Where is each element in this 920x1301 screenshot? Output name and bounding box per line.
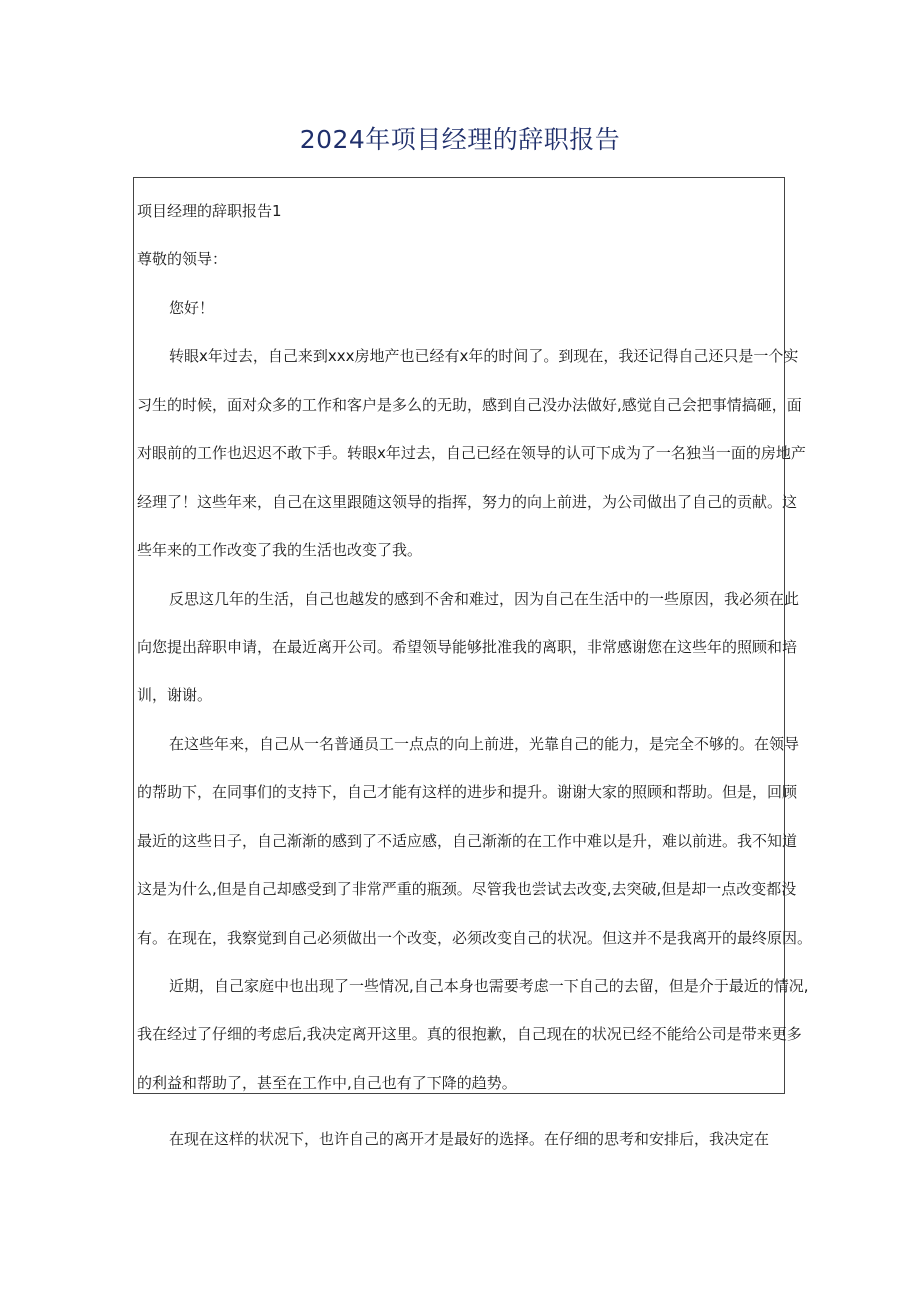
- paragraph-3-line-1: 在这些年来，自己从一名普通员工一点点的向上前进，光靠自己的能力，是完全不够的。在领导: [169, 735, 800, 753]
- paragraph-4-line-2: 我在经过了仔细的考虑后,我决定离开这里。真的很抱歉，自己现在的状况已经不能给公司是带来更多: [137, 1025, 802, 1043]
- paragraph-1-line-2: 习生的时候，面对众多的工作和客户是多么的无助，感到自己没办法做好,感觉自己会把事情搞砸，面: [137, 396, 802, 414]
- paragraph-1-line-5: 些年来的工作改变了我的生活也改变了我。: [137, 541, 423, 559]
- paragraph-2-line-2: 向您提出辞职申请，在最近离开公司。希望领导能够批准我的离职，非常感谢您在这些年的照顾和培: [137, 638, 798, 656]
- paragraph-2-line-1: 反思这几年的生活，自己也越发的感到不舍和难过，因为自己在生活中的一些原因，我必须在此: [169, 590, 800, 608]
- paragraph-5-line-1: 在现在这样的状况下，也许自己的离开才是最好的选择。在仔细的思考和安排后，我决定在: [169, 1130, 770, 1148]
- paragraph-3-line-2: 的帮助下，在同事们的支持下，自己才能有这样的进步和提升。谢谢大家的照顾和帮助。但是，回顾: [137, 783, 798, 801]
- paragraph-1-line-3: 对眼前的工作也迟迟不敢下手。转眼x年过去，自己已经在领导的认可下成为了一名独当一面的房地产: [137, 444, 806, 462]
- paragraph-1-line-1: 转眼x年过去，自己来到xxx房地产也已经有x年的时间了。到现在，我还记得自己还只是一个实: [169, 347, 799, 365]
- paragraph-3-line-4: 这是为什么,但是自己却感受到了非常严重的瓶颈。尽管我也尝试去改变,去突破,但是却一点改变都没: [137, 880, 797, 898]
- paragraph-3-line-3: 最近的这些日子，自己渐渐的感到了不适应感，自己渐渐的在工作中难以是升，难以前进。我不知道: [137, 832, 798, 850]
- paragraph-4-line-1: 近期，自己家庭中也出现了一些情况,自己本身也需要考虑一下自己的去留，但是介于最近的情况,: [169, 977, 809, 995]
- salutation: 尊敬的领导：: [137, 250, 228, 268]
- paragraph-1-line-4: 经理了！这些年来，自己在这里跟随这领导的指挥，努力的向上前进，为公司做出了自己的贡献。这: [137, 493, 798, 511]
- document-title: 2024年项目经理的辞职报告: [299, 125, 621, 154]
- paragraph-4-line-3: 的利益和帮助了，甚至在工作中,自己也有了下降的趋势。: [137, 1074, 517, 1092]
- paragraph-3-line-5: 有。在现在，我察觉到自己必须做出一个改变，必须改变自己的状况。但这并不是我离开的最终原因。: [137, 929, 813, 947]
- greeting: 您好！: [169, 299, 215, 317]
- section-heading: 项目经理的辞职报告1: [137, 202, 282, 220]
- paragraph-2-line-3: 训，谢谢。: [137, 686, 213, 704]
